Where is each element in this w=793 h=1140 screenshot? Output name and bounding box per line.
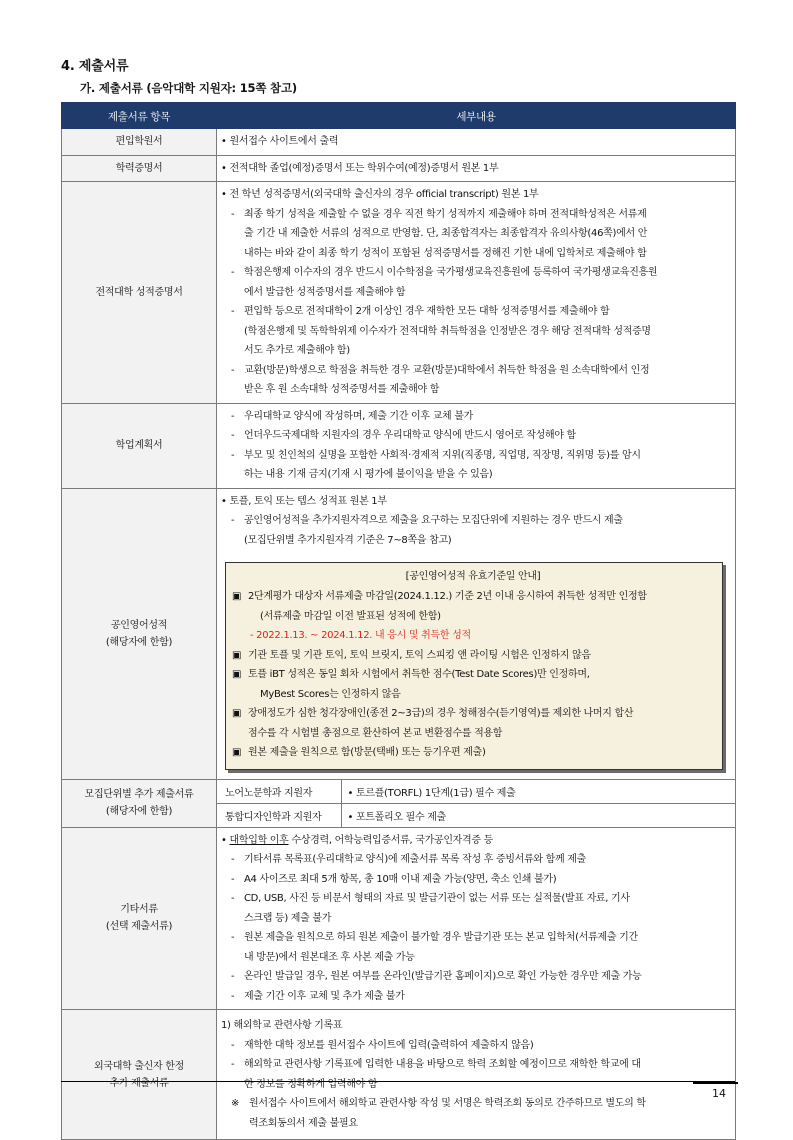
dash-marker: - [231, 306, 235, 317]
dash-item [221, 205, 729, 225]
notice-text: 기관 토플 및 기관 토익, 토익 브릿지, 토익 스피킹 앤 라이팅 시험은 인정하지 않음 [248, 649, 591, 661]
bullet-prefix: • [221, 834, 230, 846]
row-content [217, 488, 736, 779]
dash-marker: - [231, 1039, 235, 1051]
continuation-line: 서도 추가로 제출해야 함) [244, 345, 350, 356]
dash-marker: - [231, 364, 235, 376]
dash-item [221, 889, 729, 909]
row-content [217, 403, 736, 488]
dash-item [221, 446, 729, 466]
bullet-line: • 전 학년 성적증명서(외국대학 출신자의 경우 official transcript) 원본 1부 [221, 189, 539, 200]
dash-marker: - [231, 208, 235, 220]
row-label [62, 488, 217, 779]
dash-text: 온라인 발급일 경우, 원본 여부를 온라인(발급기관 홈페이지)으로 확인 가능한 경우만 제출 가능 [244, 971, 642, 982]
table-row [62, 1010, 736, 1140]
department-table [217, 780, 735, 827]
row-label-line: 모집단위별 추가 제출서류 [84, 789, 194, 800]
dash-item [221, 1055, 729, 1075]
bullet-text: 수상경력, 어학능력입증서류, 국가공인자격증 등 [288, 834, 494, 846]
header-item: 제출서류 항목 [62, 103, 217, 129]
dash-marker: - [231, 990, 235, 1002]
dash-text: 제출 기간 이후 교체 및 추가 제출 불가 [244, 990, 405, 1002]
dash-item [221, 967, 729, 987]
department-requirement: • 포트폴리오 필수 제출 [347, 811, 446, 823]
row-label-line: (선택 제출서류) [105, 921, 173, 933]
dash-item [221, 511, 729, 531]
table-row [62, 182, 736, 404]
square-marker-icon: ▣ [232, 591, 242, 602]
dash-marker: - [231, 873, 235, 885]
dash-marker: - [231, 410, 235, 422]
notice-text: 원본 제출을 원칙으로 함(방문(택배) 또는 등기우편 제출) [248, 747, 486, 758]
table-row [62, 129, 736, 156]
table-row [62, 403, 736, 488]
row-label-line: 공인영어성적 [110, 619, 168, 631]
continuation-line: 하는 내용 기재 금지(기재 시 평가에 불이익을 받을 수 있음) [244, 469, 493, 480]
dash-marker: - [231, 449, 235, 461]
department-row [217, 803, 735, 827]
notice-item [232, 743, 714, 763]
row-label-line: (해당자에 한함) [105, 806, 173, 817]
notice-continuation: MyBest Scores는 인정하지 않음 [260, 688, 401, 700]
row-label: 편입학원서 [62, 129, 217, 156]
note-text: 원서접수 사이트에서 해외학교 관련사항 작성 및 서명은 학력조회 동의로 간주하므로 별도의 학 [249, 1098, 646, 1109]
dash-text: 해외학교 관련사항 기록표에 입력한 내용을 바탕으로 학력 조회할 예정이므로 재학한 학교에 대 [244, 1059, 641, 1070]
dash-item [221, 987, 729, 1007]
dash-marker: - [231, 971, 235, 982]
notice-item [232, 587, 714, 607]
dash-marker: - [231, 430, 235, 441]
table-row [62, 488, 736, 779]
continuation-line: 스크랩 등) 제출 불가 [244, 912, 332, 924]
square-marker-icon: ▣ [232, 747, 242, 758]
row-content [217, 779, 736, 827]
dash-item [221, 407, 729, 427]
notice-date-range: - 2022.1.13. ~ 2024.1.12. 내 응시 및 취득한 성적 [250, 630, 471, 641]
page-number: 14 [712, 1087, 726, 1100]
row-label-line: 추가 제출서류 [109, 1077, 169, 1089]
continuation-line: 받은 후 원 소속대학 성적증명서를 제출해야 함 [244, 384, 440, 395]
continuation-line: 내 방문)에서 원본대조 후 사본 제출 가능 [244, 951, 415, 963]
dash-item [221, 426, 729, 446]
dash-item [221, 263, 729, 283]
row-label: 전적대학 성적증명서 [62, 182, 217, 404]
note-item [221, 1094, 729, 1114]
dash-text: 언더우드국제대학 지원자의 경우 우리대학교 양식에 반드시 영어로 작성해야 함 [244, 430, 576, 441]
department-name: 통합디자인학과 지원자 [217, 803, 341, 827]
bullet-line: • 토플, 토익 또는 텝스 성적표 원본 1부 [221, 495, 387, 507]
dash-text: CD, USB, 사진 등 비문서 형태의 자료 및 발급기관이 없는 서류 또는 실적물(발표 자료, 기사 [244, 893, 630, 904]
continuation-line: 에서 발급한 성적증명서를 제출해야 함 [244, 286, 406, 298]
dash-text: 편입학 등으로 전적대학이 2개 이상인 경우 재학한 모든 대학 성적증명서를 제출해야 함 [244, 306, 610, 317]
department-requirement: • 토르플(TORFL) 1단계(1급) 필수 제출 [341, 780, 735, 804]
continuation-line: (학점은행제 및 독학학위제 이수자가 전적대학 취득학점을 인정받은 경우 해당 전적대학 성적증명 [244, 325, 651, 337]
dash-marker: - [231, 267, 235, 278]
dash-marker: - [231, 893, 235, 904]
notice-item [232, 665, 714, 685]
dash-marker: - [231, 515, 235, 526]
numbered-line: 1) 해외학교 관련사항 기록표 [221, 1020, 343, 1031]
notice-item [232, 646, 714, 666]
continuation-line: 력조회동의서 제출 불필요 [249, 1117, 358, 1129]
square-marker-icon: ▣ [232, 649, 242, 661]
notice-text: 2단계평가 대상자 서류제출 마감일(2024.1.12.) 기준 2년 이내 응시하여 취득한 성적만 인정함 [248, 591, 647, 602]
note-marker: ※ [231, 1098, 240, 1109]
notice-text: 장애정도가 심한 청각장애인(종전 2~3급)의 경우 청해점수(듣기영역)를 제외한 나머지 합산 [248, 708, 634, 719]
continuation-line: 내하는 바와 같이 최종 학기 성적이 포함된 성적증명서를 정해진 기한 내에 입학처로 제출해야 함 [244, 247, 647, 259]
dash-text: 최종 학기 성적을 제출할 수 없을 경우 직전 학기 성적까지 제출해야 하며 전적대학성적은 서류제 [244, 208, 647, 220]
row-content [217, 1010, 736, 1140]
dash-item [221, 850, 729, 870]
notice-title: [공인영어성적 유효기준일 안내] [405, 571, 541, 582]
department-name: 노어노문학과 지원자 [217, 780, 341, 804]
notice-item [232, 704, 714, 724]
dash-text: 우리대학교 양식에 작성하며, 제출 기간 이후 교체 불가 [244, 410, 473, 422]
dash-text: 부모 및 친인척의 실명을 포함한 사회적·경제적 지위(직종명, 직업명, 직장명, 직위명 등)를 암시 [244, 449, 641, 461]
bullet-line [221, 831, 729, 851]
row-content: • 전적대학 졸업(예정)증명서 또는 학위수여(예정)증명서 원본 1부 [217, 155, 736, 182]
row-label: 학업계획서 [62, 403, 217, 488]
dash-item [221, 302, 729, 322]
row-content [217, 182, 736, 404]
square-marker-icon: ▣ [232, 708, 242, 719]
row-label-line: 외국대학 출신자 한정 [94, 1060, 184, 1072]
row-content: • 원서접수 사이트에서 출력 [217, 129, 736, 156]
dash-text: 교환(방문)학생으로 학점을 취득한 경우 교환(방문)대학에서 취득한 학점을 원 소속대학에서 인정 [244, 364, 650, 376]
dash-marker: - [231, 1059, 235, 1070]
table-row [62, 827, 736, 1010]
department-row [217, 780, 735, 804]
row-label-line: (해당자에 한함) [105, 636, 173, 648]
dash-text: 공인영어성적을 추가지원자격으로 제출을 요구하는 모집단위에 지원하는 경우 반드시 제출 [244, 515, 623, 526]
dash-text: 학점은행제 이수자의 경우 반드시 이수학점을 국가평생교육진흥원에 등록하여 국가평생교육진흥원 [244, 267, 658, 278]
footer-accent [693, 1082, 738, 1084]
section-title: 4. 제출서류 [61, 59, 129, 74]
row-label [62, 779, 217, 827]
continuation-line: 한 정보를 정확하게 입력해야 함 [244, 1078, 378, 1090]
row-label [62, 827, 217, 1010]
table-row [62, 779, 736, 827]
dash-text: 기타서류 목록표(우리대학교 양식)에 제출서류 목록 작성 후 증빙서류와 함께 제출 [244, 854, 586, 865]
notice-box [225, 562, 723, 770]
continuation-line: (모집단위별 추가지원자격 기준은 7~8쪽을 참고) [244, 534, 452, 546]
dash-item [221, 870, 729, 890]
dash-item [221, 1036, 729, 1056]
dash-item [221, 928, 729, 948]
notice-continuation: 점수를 각 시험별 총점으로 환산하여 본교 변환점수를 적용함 [248, 727, 503, 739]
subsection-title: 가. 제출서류 (음악대학 지원자: 15쪽 참고) [80, 81, 297, 95]
row-label: 학력증명서 [62, 155, 217, 182]
table-header-row [62, 103, 736, 129]
notice-text: 토플 iBT 성적은 동일 회차 시험에서 취득한 점수(Test Date Scores)만 인정하며, [248, 669, 590, 680]
row-label-line: 기타서류 [120, 904, 158, 916]
dash-marker: - [231, 932, 235, 943]
dash-marker: - [231, 854, 235, 865]
dash-item [221, 361, 729, 381]
notice-continuation: (서류제출 마감일 이전 발표된 성적에 한함) [260, 610, 441, 622]
square-marker-icon: ▣ [232, 669, 242, 680]
footer-divider [61, 1081, 735, 1082]
dash-text: 재학한 대학 정보를 원서접수 사이트에 입력(출력하여 제출하지 않음) [244, 1039, 534, 1051]
dash-text: 원본 제출을 원칙으로 하되 원본 제출이 불가할 경우 발급기관 또는 본교 입학처(서류제출 기간 [244, 932, 638, 943]
table-row [62, 155, 736, 182]
continuation-line: 출 기간 내 제출한 서류의 성적으로 반영함. 단, 최종합격자는 최종합격자 유의사항(46쪽)에서 안 [244, 228, 648, 239]
row-label [62, 1010, 217, 1140]
dash-text: A4 사이즈로 최대 5개 항목, 총 10매 이내 제출 가능(양면, 축소 인쇄 불가) [244, 873, 557, 885]
documents-table [61, 102, 736, 1140]
row-content [217, 827, 736, 1010]
underlined-text: 대학입학 이후 [229, 834, 289, 846]
header-detail: 세부내용 [217, 103, 736, 129]
